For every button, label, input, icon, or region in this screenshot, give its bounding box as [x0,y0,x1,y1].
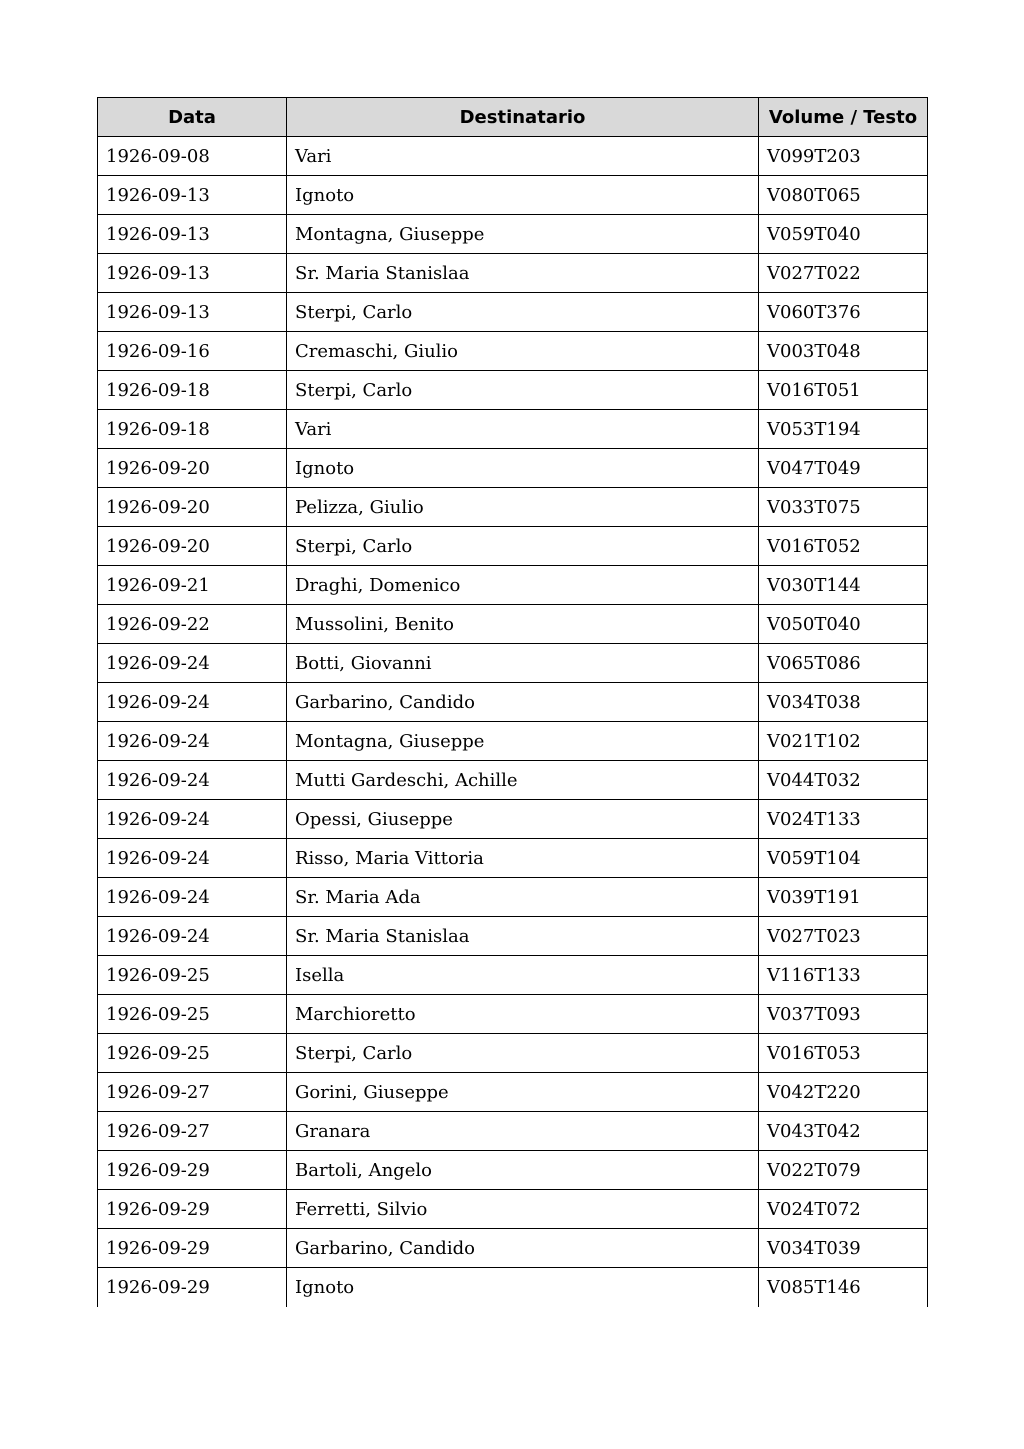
cell-volume-testo: V033T075 [759,488,928,527]
cell-volume-testo: V047T049 [759,449,928,488]
cell-volume-testo: V060T376 [759,293,928,332]
cell-data: 1926-09-13 [98,176,287,215]
cell-volume-testo: V016T052 [759,527,928,566]
cell-volume-testo: V085T146 [759,1268,928,1307]
cell-data: 1926-09-29 [98,1151,287,1190]
table-row [98,215,928,254]
cell-data: 1926-09-25 [98,1034,287,1073]
letters-table [97,97,928,1307]
cell-destinatario: Draghi, Domenico [287,566,759,605]
cell-volume-testo: V016T053 [759,1034,928,1073]
cell-data: 1926-09-24 [98,917,287,956]
table-row [98,761,928,800]
table-row [98,1112,928,1151]
table-row [98,1034,928,1073]
cell-volume-testo: V053T194 [759,410,928,449]
cell-data: 1926-09-24 [98,644,287,683]
column-header-volume-testo: Volume / Testo [759,98,928,137]
cell-destinatario: Sterpi, Carlo [287,371,759,410]
cell-data: 1926-09-29 [98,1190,287,1229]
cell-volume-testo: V027T022 [759,254,928,293]
cell-destinatario: Ignoto [287,449,759,488]
cell-data: 1926-09-25 [98,956,287,995]
table-row [98,1073,928,1112]
table-row [98,722,928,761]
cell-volume-testo: V030T144 [759,566,928,605]
table-row [98,683,928,722]
cell-data: 1926-09-08 [98,137,287,176]
cell-volume-testo: V024T072 [759,1190,928,1229]
cell-volume-testo: V027T023 [759,917,928,956]
cell-volume-testo: V116T133 [759,956,928,995]
cell-destinatario: Isella [287,956,759,995]
cell-destinatario: Pelizza, Giulio [287,488,759,527]
cell-data: 1926-09-18 [98,371,287,410]
cell-volume-testo: V050T040 [759,605,928,644]
table-row [98,527,928,566]
cell-data: 1926-09-27 [98,1112,287,1151]
cell-destinatario: Sterpi, Carlo [287,1034,759,1073]
cell-volume-testo: V065T086 [759,644,928,683]
table-row [98,176,928,215]
cell-destinatario: Garbarino, Candido [287,683,759,722]
cell-destinatario: Mussolini, Benito [287,605,759,644]
cell-destinatario: Botti, Giovanni [287,644,759,683]
table-row [98,137,928,176]
cell-volume-testo: V024T133 [759,800,928,839]
cell-destinatario: Mutti Gardeschi, Achille [287,761,759,800]
cell-data: 1926-09-21 [98,566,287,605]
table-row [98,878,928,917]
cell-volume-testo: V039T191 [759,878,928,917]
cell-volume-testo: V034T039 [759,1229,928,1268]
table-row [98,917,928,956]
cell-data: 1926-09-22 [98,605,287,644]
cell-destinatario: Gorini, Giuseppe [287,1073,759,1112]
cell-volume-testo: V099T203 [759,137,928,176]
cell-destinatario: Montagna, Giuseppe [287,722,759,761]
table-row [98,293,928,332]
cell-volume-testo: V080T065 [759,176,928,215]
cell-data: 1926-09-24 [98,800,287,839]
cell-volume-testo: V044T032 [759,761,928,800]
cell-destinatario: Sr. Maria Stanislaa [287,917,759,956]
cell-data: 1926-09-29 [98,1268,287,1307]
table-row [98,254,928,293]
table-row [98,644,928,683]
cell-data: 1926-09-27 [98,1073,287,1112]
cell-volume-testo: V043T042 [759,1112,928,1151]
cell-destinatario: Ignoto [287,176,759,215]
table-row [98,800,928,839]
cell-destinatario: Montagna, Giuseppe [287,215,759,254]
table-row [98,371,928,410]
cell-data: 1926-09-24 [98,839,287,878]
table-row [98,956,928,995]
column-header-data: Data [98,98,287,137]
cell-destinatario: Granara [287,1112,759,1151]
cell-destinatario: Ferretti, Silvio [287,1190,759,1229]
cell-data: 1926-09-13 [98,293,287,332]
table-body [98,137,928,1307]
cell-volume-testo: V003T048 [759,332,928,371]
table-row [98,410,928,449]
cell-volume-testo: V042T220 [759,1073,928,1112]
table-header [98,98,928,137]
table-row [98,488,928,527]
cell-data: 1926-09-24 [98,722,287,761]
table-row [98,1151,928,1190]
cell-destinatario: Vari [287,410,759,449]
cell-data: 1926-09-16 [98,332,287,371]
cell-destinatario: Cremaschi, Giulio [287,332,759,371]
cell-destinatario: Bartoli, Angelo [287,1151,759,1190]
cell-data: 1926-09-24 [98,761,287,800]
cell-destinatario: Sr. Maria Stanislaa [287,254,759,293]
cell-volume-testo: V021T102 [759,722,928,761]
cell-destinatario: Sterpi, Carlo [287,527,759,566]
cell-destinatario: Sterpi, Carlo [287,293,759,332]
cell-data: 1926-09-13 [98,254,287,293]
cell-volume-testo: V037T093 [759,995,928,1034]
table-row [98,1268,928,1307]
table-row [98,332,928,371]
cell-data: 1926-09-24 [98,878,287,917]
table-row [98,566,928,605]
cell-destinatario: Sr. Maria Ada [287,878,759,917]
cell-data: 1926-09-18 [98,410,287,449]
cell-destinatario: Opessi, Giuseppe [287,800,759,839]
table-row [98,1229,928,1268]
cell-destinatario: Risso, Maria Vittoria [287,839,759,878]
cell-data: 1926-09-20 [98,527,287,566]
cell-data: 1926-09-20 [98,488,287,527]
table-row [98,1190,928,1229]
column-header-destinatario: Destinatario [287,98,759,137]
cell-data: 1926-09-24 [98,683,287,722]
cell-destinatario: Garbarino, Candido [287,1229,759,1268]
cell-volume-testo: V016T051 [759,371,928,410]
cell-data: 1926-09-29 [98,1229,287,1268]
cell-destinatario: Marchioretto [287,995,759,1034]
cell-volume-testo: V022T079 [759,1151,928,1190]
cell-data: 1926-09-25 [98,995,287,1034]
cell-volume-testo: V059T040 [759,215,928,254]
cell-volume-testo: V034T038 [759,683,928,722]
table-row [98,449,928,488]
table-row [98,605,928,644]
table-row [98,839,928,878]
cell-destinatario: Vari [287,137,759,176]
cell-data: 1926-09-13 [98,215,287,254]
cell-destinatario: Ignoto [287,1268,759,1307]
table-row [98,995,928,1034]
cell-data: 1926-09-20 [98,449,287,488]
header-row [98,98,928,137]
cell-volume-testo: V059T104 [759,839,928,878]
